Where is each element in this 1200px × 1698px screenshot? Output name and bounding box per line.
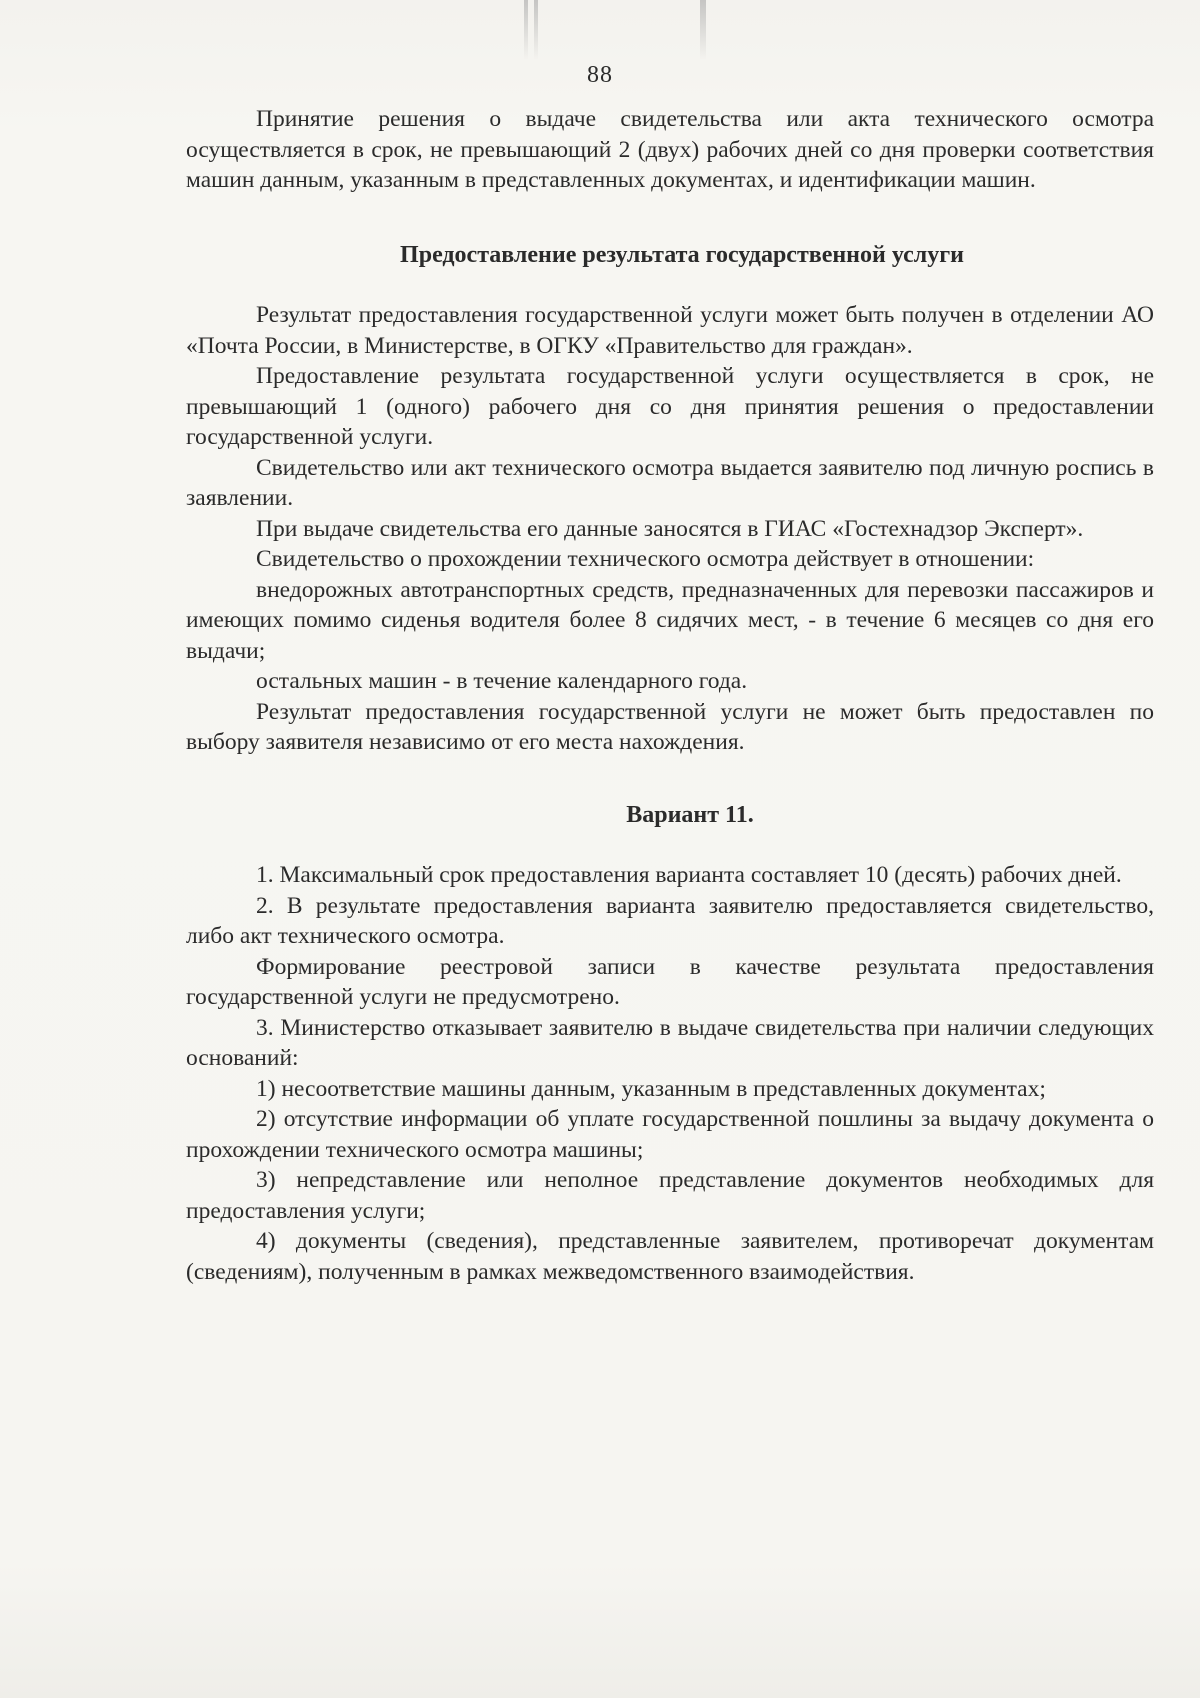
- paragraph: Результат предоставления государственной услуги может быть получен в отделении АО «Почта России, в Министерстве, в ОГКУ «Правительство для граждан».: [186, 302, 1154, 359]
- list-item: 2) отсутствие информации об уплате государственной пошлины за выдачу документа о прохождении технического осмотра машины;: [186, 1106, 1154, 1163]
- paragraph: 2. В результате предоставления варианта заявителю предоставляется свидетельство, либо акт технического осмотра.: [186, 892, 1154, 949]
- list-item: 4) документы (сведения), представленные заявителем, противоречат документам (сведениям), полученным в рамках межведомственного взаимодействия.: [186, 1228, 1154, 1285]
- paragraph: Принятие решения о выдаче свидетельства или акта технического осмотра осуществляется в срок, не превышающий 2 (двух) рабочих дней со дня проверки соответствия машин данным, указанным в представленных документах, и идентификации машин.: [186, 106, 1154, 193]
- list-item: 3) непредставление или неполное представление документов необходимых для предоставления услуги;: [186, 1167, 1154, 1224]
- paragraph: При выдаче свидетельства его данные заносятся в ГИАС «Гостехнадзор Эксперт».: [256, 515, 1084, 542]
- paragraph: внедорожных автотранспортных средств, предназначенных для перевозки пассажиров и имеющих помимо сиденья водителя более 8 сидячих мест, - в течение 6 месяцев со дня его выдачи;: [186, 576, 1154, 664]
- scan-artifact: [700, 0, 706, 60]
- paragraph: Свидетельство о прохождении технического осмотра действует в отношении:: [256, 546, 1035, 572]
- page-number: 88: [587, 62, 613, 88]
- paragraph: остальных машин - в течение календарного года.: [256, 668, 748, 694]
- list-item: 1) несоответствие машины данным, указанным в представленных документах;: [256, 1075, 1046, 1102]
- paragraph: Формирование реестровой записи в качестве результата предоставления государственной услуги не предусмотрено.: [186, 953, 1154, 1010]
- scan-artifact: [524, 0, 528, 60]
- section-heading: Предоставление результата государственной услуги: [400, 241, 964, 268]
- section-heading: Вариант 11.: [626, 801, 754, 828]
- paragraph: 3. Министерство отказывает заявителю в выдаче свидетельства при наличии следующих оснований:: [186, 1014, 1154, 1071]
- paragraph: Свидетельство или акт технического осмотра выдается заявителю под личную роспись в заявлении.: [186, 454, 1154, 511]
- paragraph: 1. Максимальный срок предоставления варианта составляет 10 (десять) рабочих дней.: [256, 862, 1122, 888]
- scan-artifact: [534, 0, 538, 60]
- document-body: [186, 104, 1154, 1287]
- paragraph: Предоставление результата государственной услуги осуществляется в срок, не превышающий 1 (одного) рабочего дня со дня принятия решения о предоставлении государственной услуги.: [186, 363, 1154, 450]
- paragraph: Результат предоставления государственной услуги не может быть предоставлен по выбору заявителя независимо от его места нахождения.: [186, 698, 1154, 755]
